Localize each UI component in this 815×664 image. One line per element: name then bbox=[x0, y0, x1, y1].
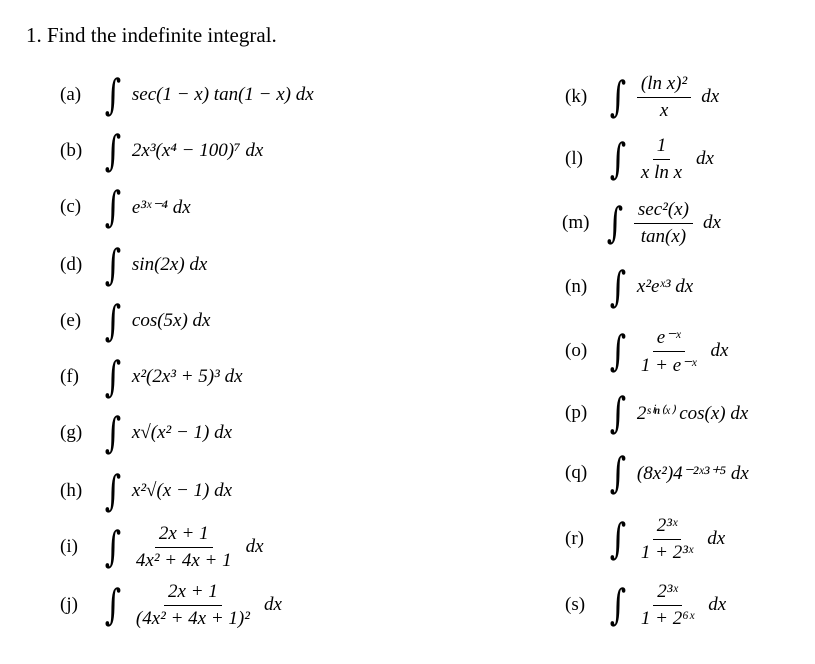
integral-sign-icon: ∫ bbox=[609, 514, 627, 563]
integral-sign-icon: ∫ bbox=[609, 326, 627, 375]
problem-label: (a) bbox=[60, 84, 82, 105]
problem-h bbox=[60, 466, 232, 516]
problem-q bbox=[565, 448, 749, 498]
differential: dx bbox=[702, 212, 721, 233]
integral-sign-icon: ∫ bbox=[104, 240, 122, 289]
differential: dx bbox=[708, 594, 727, 615]
problem-e bbox=[60, 296, 211, 346]
problem-label: (q) bbox=[565, 462, 588, 483]
integrand: e³ˣ⁻⁴ dx bbox=[131, 196, 191, 218]
integral-sign-icon: ∫ bbox=[104, 126, 122, 175]
denominator: (4x² + 4x + 1)² bbox=[135, 607, 250, 629]
problem-label: (i) bbox=[60, 536, 78, 557]
problem-label: (m) bbox=[562, 212, 590, 233]
denominator: 1 + e⁻ˣ bbox=[640, 354, 697, 376]
integrand: 2ˢⁱⁿ⁽ˣ⁾ cos(x) dx bbox=[636, 402, 749, 424]
numerator: 1 bbox=[653, 135, 671, 160]
fraction bbox=[132, 523, 236, 572]
differential: dx bbox=[707, 528, 726, 549]
numerator: e⁻ˣ bbox=[653, 326, 685, 352]
differential: dx bbox=[245, 536, 264, 557]
denominator: tan(x) bbox=[640, 225, 687, 247]
integrand: cos(5x) dx bbox=[131, 310, 211, 331]
problem-label: (o) bbox=[565, 340, 588, 361]
integral-sign-icon: ∫ bbox=[609, 134, 627, 183]
problem-k bbox=[565, 72, 719, 122]
denominator: x bbox=[659, 99, 669, 121]
problem-a bbox=[60, 70, 314, 120]
integrand: x²eˣ³ dx bbox=[636, 276, 694, 297]
integral-sign-icon: ∫ bbox=[104, 352, 122, 401]
integral-sign-icon: ∫ bbox=[609, 72, 627, 121]
numerator: 2³ˣ bbox=[653, 581, 682, 606]
integral-sign-icon: ∫ bbox=[609, 388, 627, 437]
problem-j bbox=[60, 580, 282, 630]
problem-m bbox=[562, 198, 721, 248]
fraction bbox=[634, 199, 693, 248]
differential: dx bbox=[696, 148, 714, 169]
problem-s bbox=[565, 580, 726, 630]
fraction bbox=[637, 135, 686, 184]
problem-r bbox=[565, 514, 725, 564]
numerator: 2x + 1 bbox=[164, 581, 222, 606]
problem-label: (k) bbox=[565, 86, 588, 107]
denominator: x ln x bbox=[640, 161, 683, 183]
differential: dx bbox=[701, 86, 720, 107]
problem-n bbox=[565, 262, 693, 312]
integrand: sin(2x) dx bbox=[131, 254, 208, 275]
integral-sign-icon: ∫ bbox=[609, 262, 627, 311]
differential: dx bbox=[710, 340, 729, 361]
problem-label: (e) bbox=[60, 310, 82, 331]
fraction bbox=[637, 515, 697, 564]
exercise-heading: 1. Find the indefinite integral. bbox=[26, 23, 277, 47]
problem-f bbox=[60, 352, 243, 402]
problem-label: (p) bbox=[565, 402, 588, 423]
problem-label: (c) bbox=[60, 196, 82, 217]
problem-o bbox=[565, 326, 728, 376]
integral-sign-icon: ∫ bbox=[104, 580, 122, 629]
integrand: 2x³(x⁴ − 100)⁷ dx bbox=[131, 140, 264, 161]
fraction bbox=[637, 73, 691, 122]
problem-label: (j) bbox=[60, 594, 78, 615]
numerator: 2³ˣ bbox=[653, 515, 682, 540]
problem-c bbox=[60, 182, 191, 232]
problem-label: (f) bbox=[60, 366, 79, 387]
integral-sign-icon: ∫ bbox=[609, 448, 627, 497]
denominator: 1 + 2⁶ˣ bbox=[640, 607, 695, 629]
denominator: 4x² + 4x + 1 bbox=[135, 549, 232, 571]
integral-sign-icon: ∫ bbox=[104, 408, 122, 457]
problem-l bbox=[565, 134, 714, 184]
problem-i bbox=[60, 522, 264, 572]
integral-sign-icon: ∫ bbox=[606, 198, 624, 247]
integral-sign-icon: ∫ bbox=[104, 70, 122, 119]
numerator: 2x + 1 bbox=[155, 523, 213, 548]
problem-d bbox=[60, 240, 207, 290]
numerator: (ln x)² bbox=[637, 73, 691, 98]
differential: dx bbox=[263, 594, 282, 615]
fraction bbox=[637, 326, 701, 377]
numerator: sec²(x) bbox=[634, 199, 693, 224]
integrand: x²(2x³ + 5)³ dx bbox=[131, 366, 243, 387]
problem-label: (l) bbox=[565, 148, 583, 169]
problem-label: (d) bbox=[60, 254, 83, 275]
problem-label: (s) bbox=[565, 594, 586, 615]
integral-sign-icon: ∫ bbox=[104, 522, 122, 571]
integrand: x²√(x − 1) dx bbox=[131, 480, 233, 501]
integral-sign-icon: ∫ bbox=[104, 296, 122, 345]
problem-label: (r) bbox=[565, 528, 584, 549]
problem-g bbox=[60, 408, 232, 458]
problem-label: (b) bbox=[60, 140, 83, 161]
problem-label: (g) bbox=[60, 422, 83, 443]
integrand: (8x²)4⁻²ˣ³⁺⁵ dx bbox=[636, 462, 749, 484]
problem-label: (h) bbox=[60, 480, 83, 501]
integral-sign-icon: ∫ bbox=[104, 466, 122, 515]
problem-p bbox=[565, 388, 748, 438]
denominator: 1 + 2³ˣ bbox=[640, 541, 694, 563]
fraction bbox=[132, 581, 254, 630]
integrand: x√(x² − 1) dx bbox=[131, 422, 233, 443]
integrand: sec(1 − x) tan(1 − x) dx bbox=[131, 84, 314, 105]
problem-b bbox=[60, 126, 263, 176]
integral-sign-icon: ∫ bbox=[609, 580, 627, 629]
fraction bbox=[637, 581, 698, 630]
integral-sign-icon: ∫ bbox=[104, 182, 122, 231]
problem-label: (n) bbox=[565, 276, 588, 297]
